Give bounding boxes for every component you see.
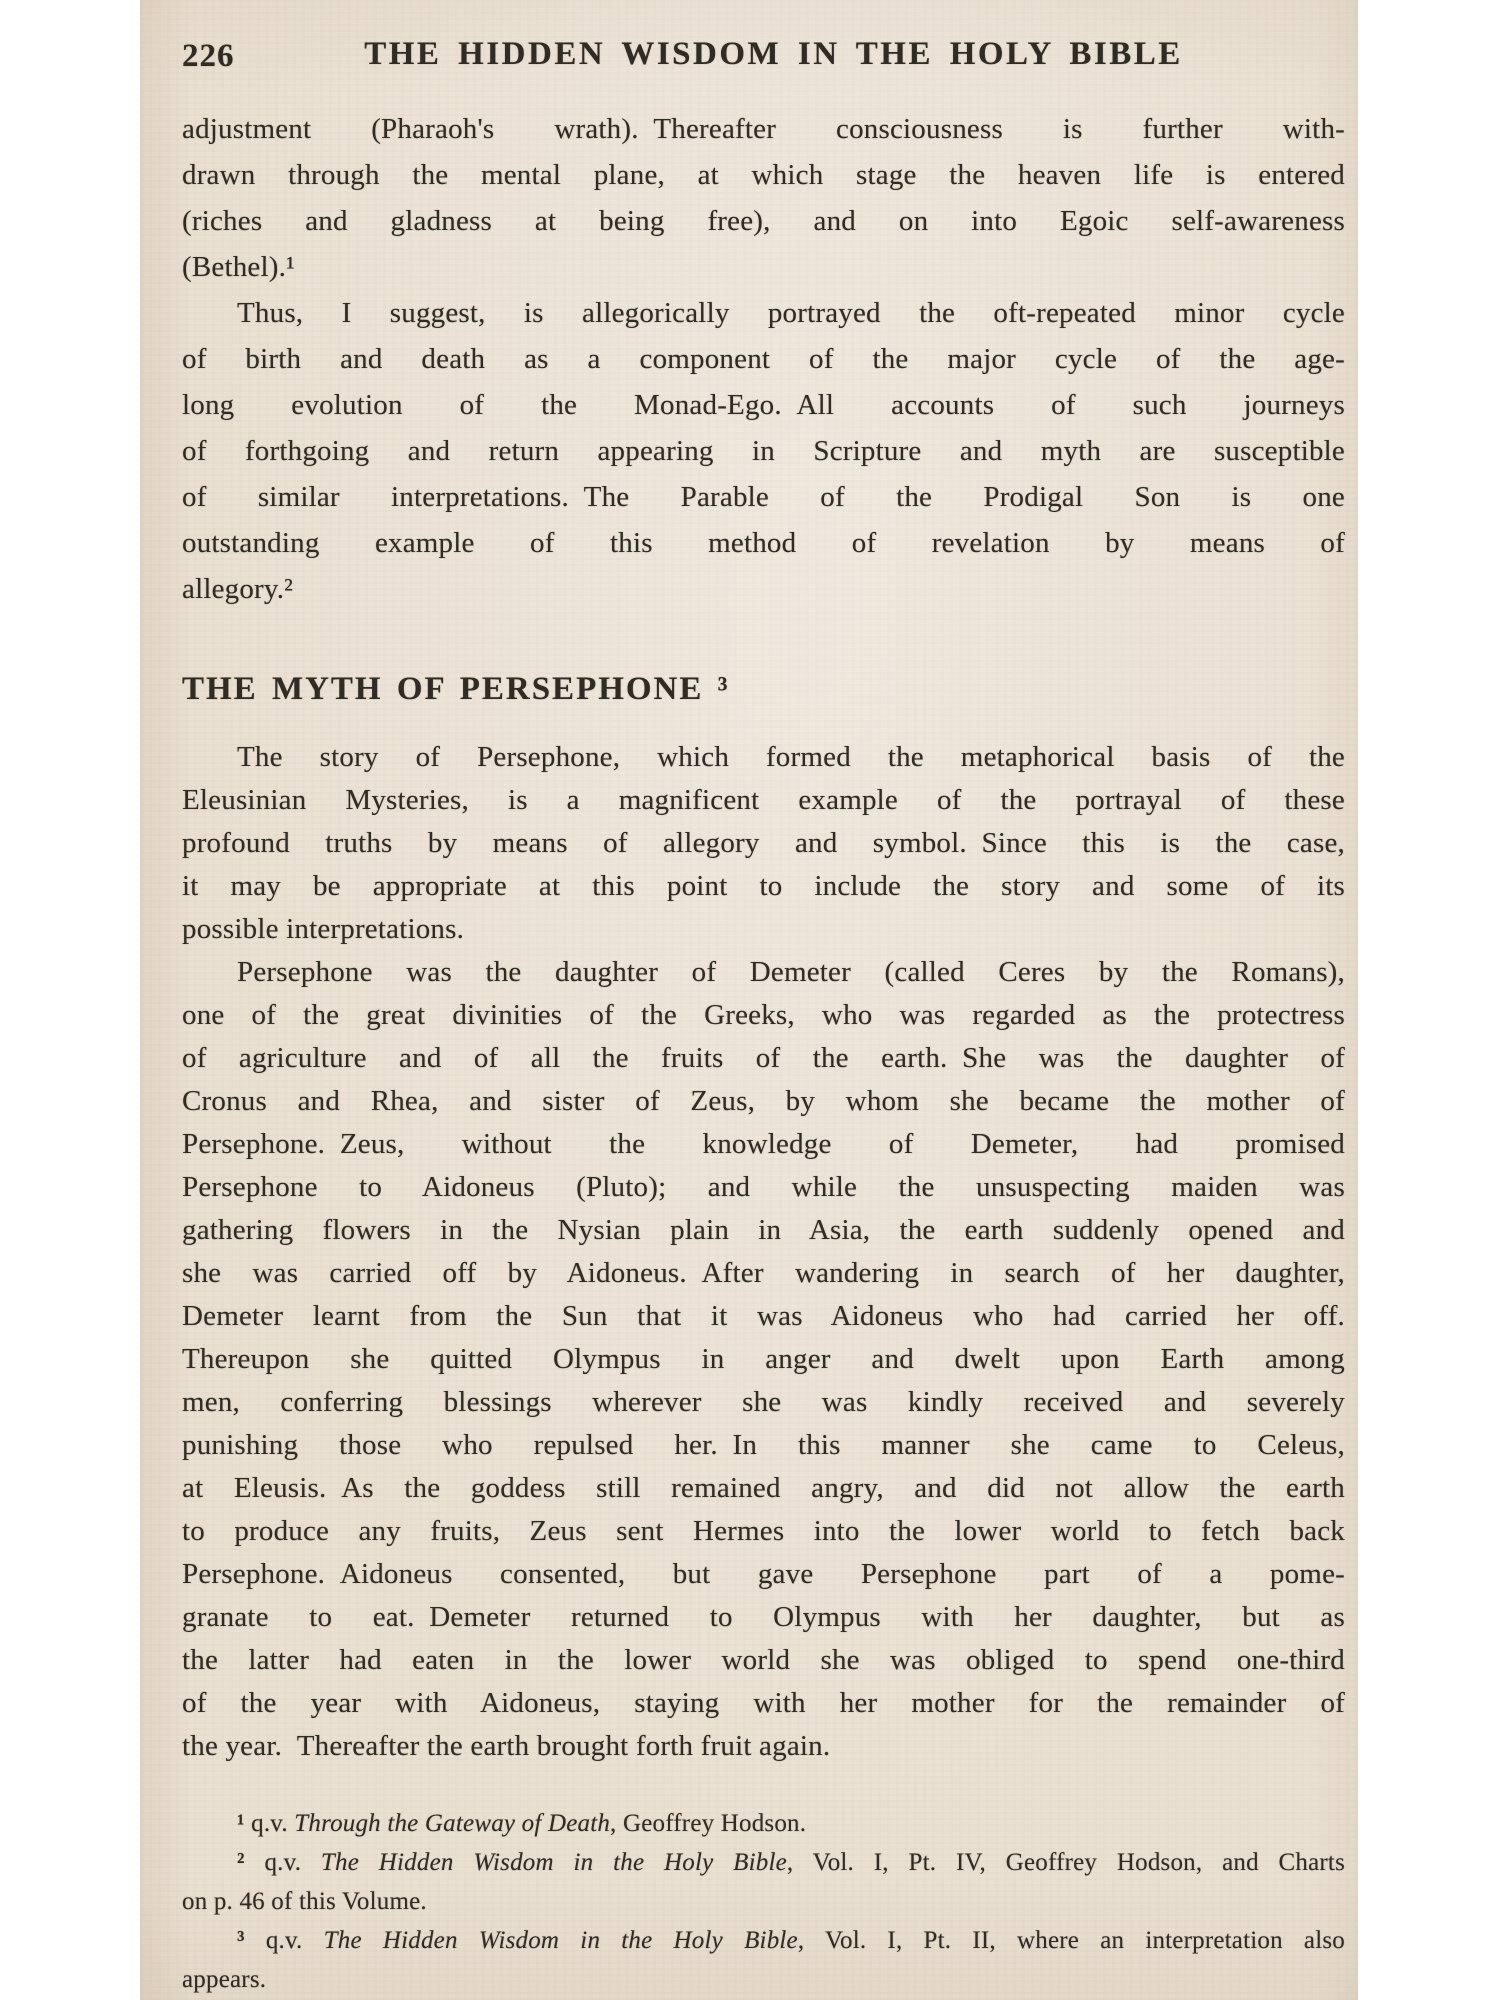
text-line: Thereupon she quitted Olympus in anger and dwelt upon Earth among	[182, 1343, 1345, 1375]
footnote-text: , Vol. I, Pt. II, where an interpretation also	[797, 1927, 1345, 1954]
footnote-1	[182, 1804, 1345, 1843]
text-line: adjustment (Pharaoh's wrath). Thereafter consciousness is further with-	[182, 113, 1345, 145]
text-line: gathering flowers in the Nysian plain in Asia, the earth suddenly opened and	[182, 1214, 1345, 1246]
page-number: 226	[182, 38, 235, 74]
book-title-italic: The Hidden Wisdom in the Holy Bible	[323, 1927, 798, 1954]
text-line: of the year with Aidoneus, staying with her mother for the remainder of	[182, 1687, 1345, 1719]
text-line: The story of Persephone, which formed the metaphorical basis of the	[237, 741, 1345, 773]
text-line: men, conferring blessings wherever she was kindly received and severely	[182, 1386, 1345, 1418]
text-line: of birth and death as a component of the major cycle of the age-	[182, 343, 1345, 375]
section-heading: THE MYTH OF PERSEPHONE ³	[182, 671, 730, 707]
text-line: Persephone. Zeus, without the knowledge of Demeter, had promised	[182, 1128, 1345, 1160]
paragraph-thus-i-suggest	[182, 290, 1345, 612]
text-line: Eleusinian Mysteries, is a magnificent example of the portrayal of these	[182, 784, 1345, 816]
footnote-marker: ³	[237, 1927, 245, 1954]
text-line: long evolution of the Monad-Ego. All accounts of such journeys	[182, 389, 1345, 421]
text-line: (Bethel).¹	[182, 251, 295, 283]
book-title-italic: The Hidden Wisdom in the Holy Bible	[320, 1849, 787, 1876]
footnotes	[182, 1804, 1345, 1999]
text-line: Persephone was the daughter of Demeter (called Ceres by the Romans),	[237, 956, 1345, 988]
text-line: it may be appropriate at this point to include the story and some of its	[182, 870, 1345, 902]
running-title: THE HIDDEN WISDOM IN THE HOLY BIBLE	[364, 36, 1183, 72]
text-line: Persephone. Aidoneus consented, but gave Persephone part of a pome-	[182, 1558, 1345, 1590]
text-line: the latter had eaten in the lower world she was obliged to spend one-third	[182, 1644, 1345, 1676]
text-line: she was carried off by Aidoneus. After wandering in search of her daughter,	[182, 1257, 1345, 1289]
text-line: of similar interpretations. The Parable of the Prodigal Son is one	[182, 481, 1345, 513]
footnote-2	[182, 1843, 1345, 1882]
text-line: of forthgoing and return appearing in Scripture and myth are susceptible	[182, 435, 1345, 467]
text-line: granate to eat. Demeter returned to Olympus with her daughter, but as	[182, 1601, 1345, 1633]
text-line: of agriculture and of all the fruits of the earth. She was the daughter of	[182, 1042, 1345, 1074]
text-line: allegory.²	[182, 573, 294, 605]
text-line: (riches and gladness at being free), and on into Egoic self-awareness	[182, 205, 1345, 237]
footnote-marker: ²	[237, 1849, 245, 1876]
footnote-text: q.v.	[244, 1927, 324, 1954]
paragraph-adjustment	[182, 106, 1345, 290]
text-line: profound truths by means of allegory and symbol. Since this is the case,	[182, 827, 1345, 859]
text-line: Thus, I suggest, is allegorically portrayed the oft-repeated minor cycle	[237, 297, 1345, 329]
paragraph-story-of-persephone	[182, 736, 1345, 951]
footnote-2-continuation: on p. 46 of this Volume.	[182, 1888, 427, 1915]
text-line: punishing those who repulsed her. In this manner she came to Celeus,	[182, 1429, 1345, 1461]
text-line: to produce any fruits, Zeus sent Hermes into the lower world to fetch back	[182, 1515, 1345, 1547]
page-header	[182, 36, 1345, 80]
footnote-marker: ¹	[237, 1810, 245, 1837]
footnote-text: , Vol. I, Pt. IV, Geoffrey Hodson, and Charts	[786, 1849, 1346, 1876]
footnote-text: , Geoffrey Hodson.	[610, 1810, 807, 1837]
text-line: Cronus and Rhea, and sister of Zeus, by whom she became the mother of	[182, 1085, 1345, 1117]
footnote-3-continuation: appears.	[182, 1966, 267, 1993]
footnote-text: q.v.	[244, 1849, 321, 1876]
paragraph-persephone-myth	[182, 951, 1345, 1768]
text-line: drawn through the mental plane, at which stage the heaven life is entered	[182, 159, 1345, 191]
text-line: at Eleusis. As the goddess still remained angry, and did not allow the earth	[182, 1472, 1345, 1504]
book-page-scan	[140, 0, 1358, 2000]
book-title-italic: Through the Gateway of Death	[294, 1810, 611, 1837]
text-line: Demeter learnt from the Sun that it was Aidoneus who had carried her off.	[182, 1300, 1345, 1332]
text-line: Persephone to Aidoneus (Pluto); and while the unsuspecting maiden was	[182, 1171, 1345, 1203]
text-line: possible interpretations.	[182, 913, 465, 945]
footnote-3	[182, 1921, 1345, 1960]
text-line: the year. Thereafter the earth brought forth fruit again.	[182, 1730, 831, 1762]
footnote-text: q.v.	[244, 1810, 295, 1837]
text-line: outstanding example of this method of revelation by means of	[182, 527, 1345, 559]
text-line: one of the great divinities of the Greeks, who was regarded as the protectress	[182, 999, 1345, 1031]
